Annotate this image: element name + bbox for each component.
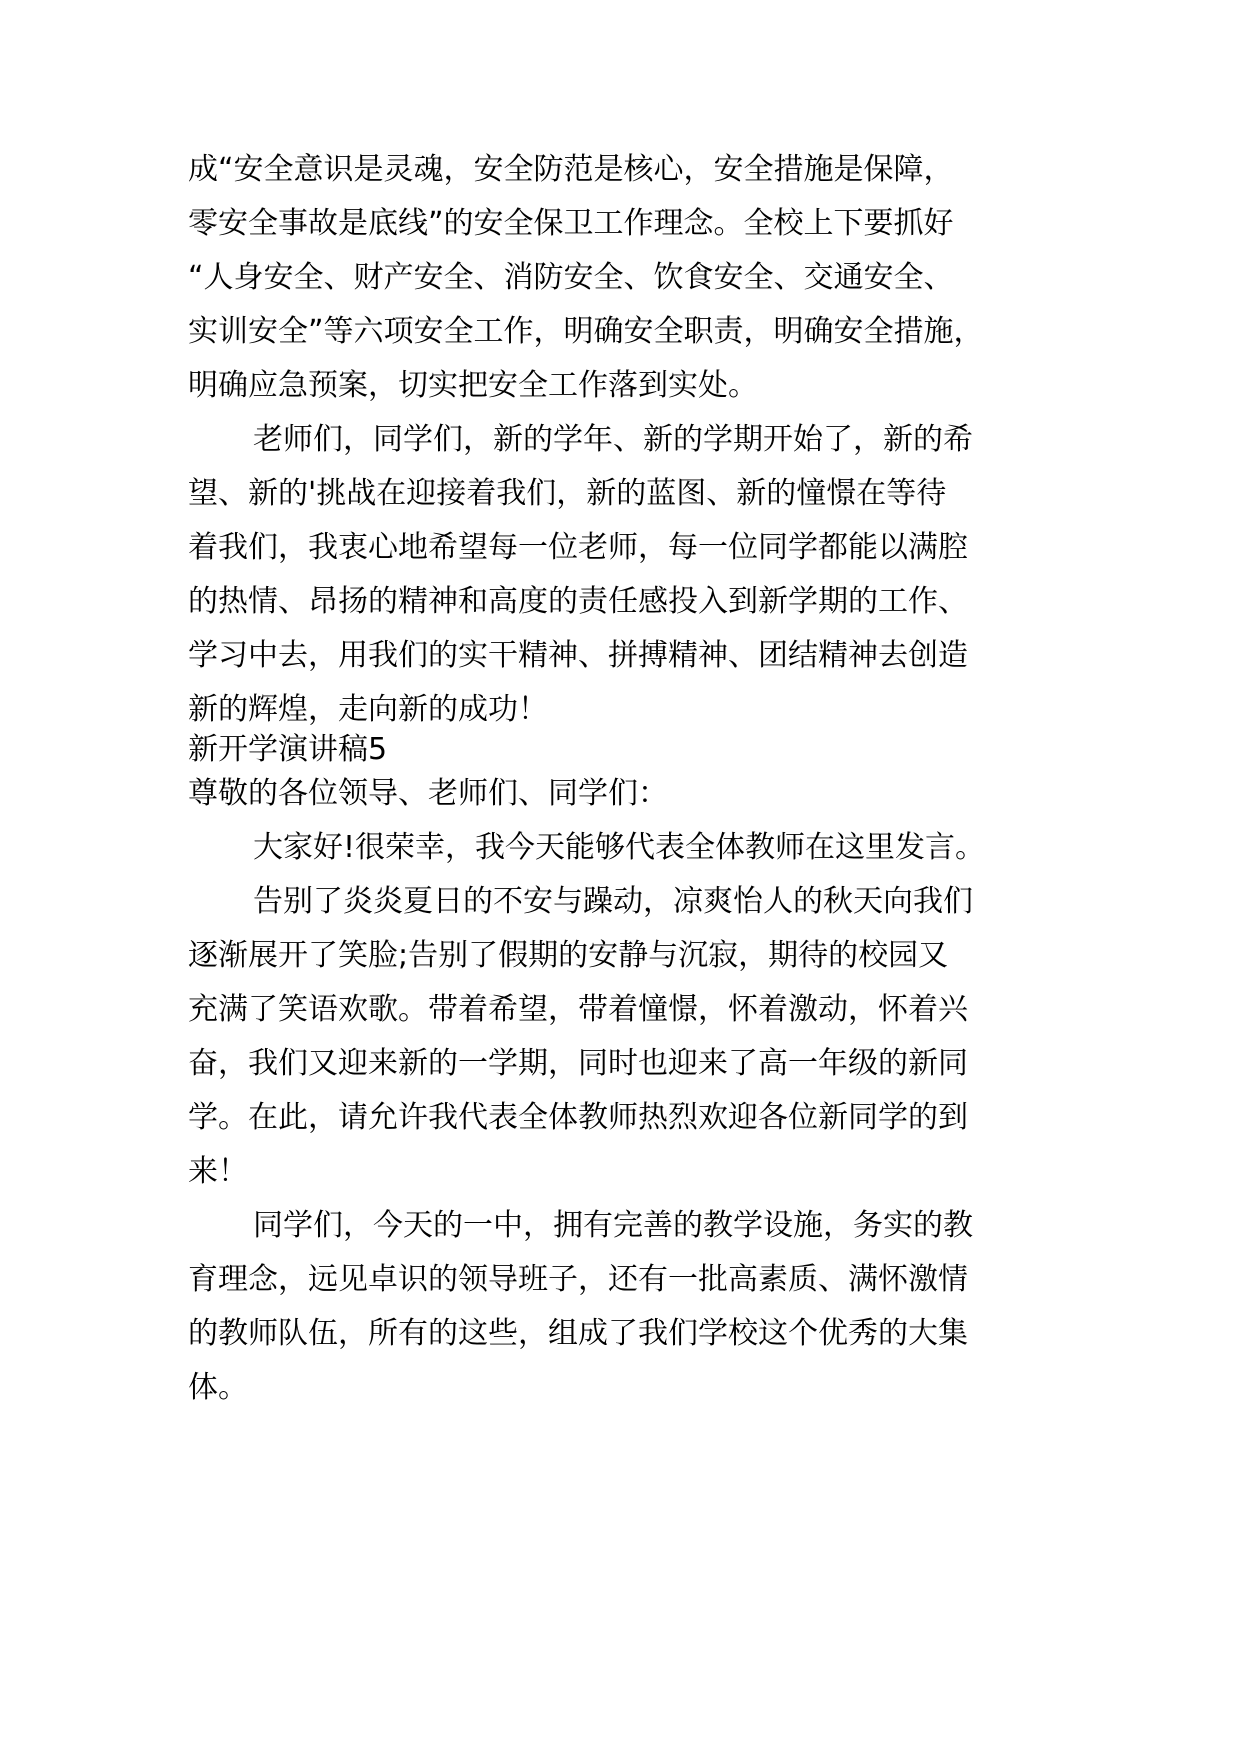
text-line: 明确应急预案，切实把安全工作落到实处。 [188, 368, 758, 403]
text-line: 育理念，远见卓识的领导班子，还有一批高素质、满怀激情 [188, 1262, 968, 1297]
text-line: 来！ [188, 1154, 248, 1189]
text-line: 望、新的'挑战在迎接着我们，新的蓝图、新的憧憬在等待 [188, 476, 947, 511]
text-line: 成“安全意识是灵魂，安全防范是核心，安全措施是保障， [188, 152, 954, 187]
text-line: 零安全事故是底线”的安全保卫工作理念。全校上下要抓好 [188, 206, 954, 241]
text-line: 体。 [188, 1370, 248, 1405]
text-line: 的热情、昂扬的精神和高度的责任感投入到新学期的工作、 [188, 584, 968, 619]
text-line: 新开学演讲稿5 [188, 732, 388, 767]
text-line: 的教师队伍，所有的这些，组成了我们学校这个优秀的大集 [188, 1316, 968, 1351]
text-line: 着我们，我衷心地希望每一位老师，每一位同学都能以满腔 [188, 530, 968, 565]
text-line: “人身安全、财产安全、消防安全、饮食安全、交通安全、 [188, 260, 954, 295]
text-line: 老师们，同学们，新的学年、新的学期开始了，新的希 [253, 422, 973, 457]
text-line: 大家好!很荣幸，我今天能够代表全体教师在这里发言。 [253, 830, 986, 865]
text-line: 学习中去，用我们的实干精神、拼搏精神、团结精神去创造 [188, 638, 968, 673]
text-line: 逐渐展开了笑脸;告别了假期的安静与沉寂，期待的校园又 [188, 938, 949, 973]
text-line: 告别了炎炎夏日的不安与躁动，凉爽怡人的秋天向我们 [253, 884, 973, 919]
text-line: 学。在此，请允许我代表全体教师热烈欢迎各位新同学的到 [188, 1100, 968, 1135]
text-line: 实训安全”等六项安全工作，明确安全职责，明确安全措施， [188, 314, 984, 349]
text-line: 充满了笑语欢歌。带着希望，带着憧憬，怀着激动，怀着兴 [188, 992, 968, 1027]
text-line: 新的辉煌，走向新的成功！ [188, 692, 548, 727]
text-line: 尊敬的各位领导、老师们、同学们： [188, 776, 668, 811]
text-line: 奋，我们又迎来新的一学期，同时也迎来了高一年级的新同 [188, 1046, 968, 1081]
text-line: 同学们，今天的一中，拥有完善的教学设施，务实的教 [253, 1208, 973, 1243]
